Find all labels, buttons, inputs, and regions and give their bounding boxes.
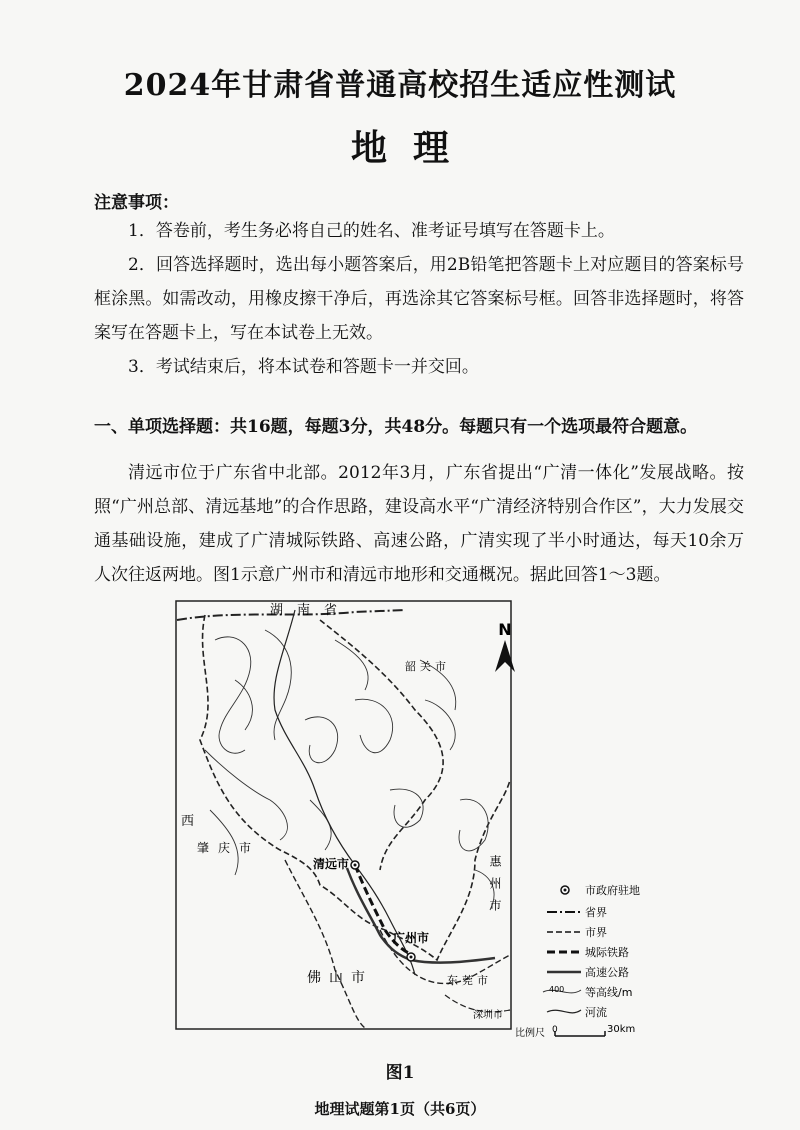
map-frame (176, 601, 511, 1029)
notice-item-1: 1．答卷前，考生务必将自己的姓名、准考证号填写在答题卡上。 (128, 221, 615, 241)
label-hunan: 湖南省 (270, 603, 352, 618)
exam-title: 2024年甘肃省普通高校招生适应性测试 (123, 68, 677, 103)
legend-river: 河流 (585, 1006, 607, 1019)
north-arrow-icon (495, 640, 515, 672)
svg-text:惠州市: 惠州市 (488, 855, 502, 921)
legend-scale-value: 30km (607, 1024, 636, 1035)
section-heading: 一、单项选择题：共16题，每题3分，共48分。每题只有一个选项最符合题意。 (94, 417, 698, 437)
label-qingyuan: 清远市 (313, 857, 350, 871)
legend-contour: 等高线/m (585, 986, 633, 999)
question-intro: 清远市位于广东省中北部。2012年3月，广东省提出“广清一体化”发展战略。按照“广州总部、清远基地”的合作思路，建设高水平“广清经济特别合作区”，大力发展交通基础设施，建成了广清城际铁路、高速公路，广清实现了半小时通达，每天10余万人次往返两地。图1示意广州市和清远市地形和交通概况。据此回答1～3题。 (94, 463, 744, 585)
river (274, 610, 415, 975)
legend-province: 省界 (585, 906, 607, 919)
figure-caption: 图1 (385, 1063, 415, 1083)
notice-heading: 注意事项： (94, 193, 179, 213)
legend-rail: 城际铁路 (585, 946, 629, 959)
notice-item-2: 2．回答选择题时，选出每小题答案后，用2B铅笔把答题卡上对应题目的答案标号框涂黑。如需改动，用橡皮擦干净后，再选涂其它答案标号框。回答非选择题时，将答案写在答题卡上，写在本试卷上无效。 (94, 255, 744, 343)
label-shenzhen: 深圳市 (473, 1010, 503, 1021)
label-guangxi: 西 (181, 814, 195, 829)
qingyuan-boundary (200, 615, 510, 960)
legend-scale-zero: 0 (552, 1025, 558, 1035)
subject-title: 地理 (350, 127, 475, 169)
highway (347, 868, 495, 963)
label-guangzhou: 广州市 (393, 931, 430, 945)
label-zhaoqing: 肇庆市 (197, 841, 261, 855)
contour-lines (205, 630, 494, 910)
legend-highway: 高速公路 (585, 966, 629, 979)
legend-scale-label: 比例尺 (515, 1028, 545, 1039)
legend-city: 市界 (585, 926, 607, 939)
notice-item-3: 3．考试结束后，将本试卷和答题卡一并交回。 (128, 357, 479, 377)
legend-seat: 市政府驻地 (585, 884, 640, 897)
figure-1-map (175, 600, 650, 1050)
label-huizhou (488, 854, 502, 921)
north-label: N (498, 620, 512, 639)
label-dongguan: 东莞市 (447, 974, 492, 987)
map-legend (515, 883, 640, 1039)
page-footer: 地理试题第1页（共6页） (314, 1100, 486, 1118)
label-foshan: 佛山市 (307, 970, 373, 986)
legend-contour-value: 400 (549, 985, 565, 994)
label-shaoguan: 韶关市 (405, 660, 450, 673)
